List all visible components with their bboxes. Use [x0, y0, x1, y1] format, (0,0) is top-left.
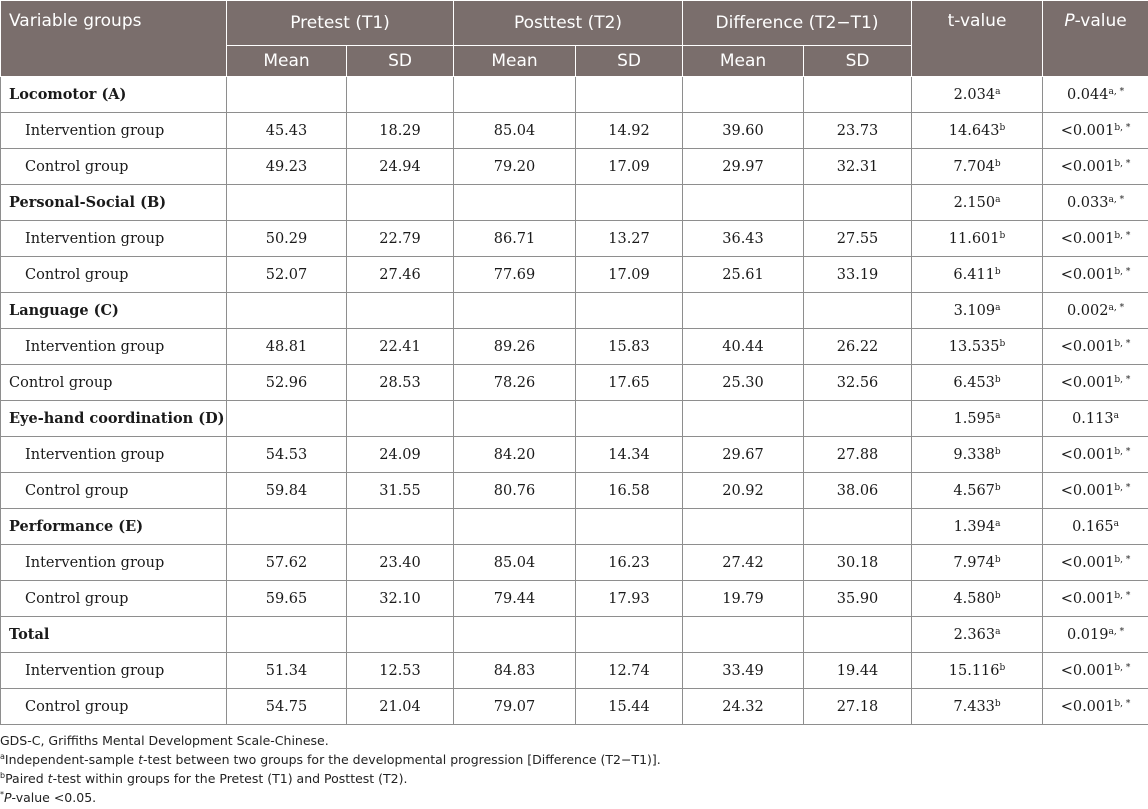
header-posttest: Posttest (T2) [454, 1, 683, 46]
cell-posttest-sd [576, 185, 683, 221]
cell-posttest-sd: 12.74 [576, 653, 683, 689]
p-value-superscript: b, * [1114, 554, 1131, 565]
row-label: Language (C) [1, 293, 227, 329]
p-value-superscript: a [1113, 410, 1119, 421]
cell-pretest-mean: 45.43 [227, 113, 347, 149]
cell-posttest-sd: 17.93 [576, 581, 683, 617]
cell-posttest-mean: 80.76 [454, 473, 576, 509]
p-value-text: <0.001 [1060, 698, 1115, 715]
cell-posttest-mean [454, 293, 576, 329]
row-label: Intervention group [1, 653, 227, 689]
table-group-row [1, 185, 1148, 221]
cell-p-value [1043, 509, 1148, 545]
p-value-superscript: b, * [1114, 374, 1131, 385]
cell-pretest-sd: 22.79 [347, 221, 454, 257]
t-value-text: 13.535 [948, 338, 1000, 355]
t-value-text: 7.974 [953, 554, 995, 571]
header-posttest-mean: Mean [454, 46, 576, 77]
p-value-superscript: b, * [1114, 122, 1131, 133]
p-value-superscript: b, * [1114, 698, 1131, 709]
cell-posttest-sd: 17.09 [576, 257, 683, 293]
cell-p-value [1043, 473, 1148, 509]
cell-posttest-mean [454, 617, 576, 653]
table-row [1, 437, 1148, 473]
cell-t-value [912, 257, 1043, 293]
p-value-superscript: b, * [1114, 662, 1131, 673]
t-value-superscript: b [994, 266, 1001, 277]
cell-difference-sd: 32.31 [804, 149, 912, 185]
cell-posttest-mean [454, 77, 576, 113]
cell-posttest-sd: 17.09 [576, 149, 683, 185]
cell-pretest-mean [227, 77, 347, 113]
cell-pretest-sd [347, 293, 454, 329]
cell-p-value [1043, 545, 1148, 581]
cell-pretest-mean: 59.65 [227, 581, 347, 617]
t-value-text: 6.453 [953, 374, 995, 391]
cell-t-value [912, 437, 1043, 473]
cell-t-value [912, 329, 1043, 365]
table-group-row [1, 77, 1148, 113]
p-value-text: <0.001 [1060, 158, 1115, 175]
row-label: Control group [1, 473, 227, 509]
t-value-text: 15.116 [948, 662, 1000, 679]
t-value-text: 2.034 [953, 86, 996, 103]
cell-difference-sd: 23.73 [804, 113, 912, 149]
table-row [1, 473, 1148, 509]
t-value-text: 3.109 [953, 302, 996, 319]
row-label: Control group [1, 257, 227, 293]
cell-t-value [912, 401, 1043, 437]
cell-posttest-mean: 78.26 [454, 365, 576, 401]
cell-difference-mean: 40.44 [683, 329, 804, 365]
p-value-text: <0.001 [1060, 662, 1115, 679]
footnote-abbreviation: GDS-C, Griffiths Mental Development Scale-Chinese. [0, 733, 329, 748]
cell-difference-sd: 30.18 [804, 545, 912, 581]
cell-posttest-mean: 79.44 [454, 581, 576, 617]
cell-pretest-mean: 59.84 [227, 473, 347, 509]
cell-difference-sd: 38.06 [804, 473, 912, 509]
cell-t-value [912, 689, 1043, 725]
cell-t-value [912, 545, 1043, 581]
t-value-superscript: b [999, 662, 1006, 673]
header-pretest-mean: Mean [227, 46, 347, 77]
row-label: Intervention group [1, 113, 227, 149]
cell-posttest-mean [454, 185, 576, 221]
cell-difference-mean [683, 77, 804, 113]
cell-pretest-sd [347, 401, 454, 437]
cell-difference-mean [683, 401, 804, 437]
cell-posttest-mean: 89.26 [454, 329, 576, 365]
t-value-superscript: a [995, 518, 1001, 529]
cell-pretest-mean: 51.34 [227, 653, 347, 689]
cell-difference-mean: 20.92 [683, 473, 804, 509]
p-value-text: <0.001 [1060, 590, 1115, 607]
t-value-superscript: a [995, 410, 1001, 421]
cell-t-value [912, 581, 1043, 617]
cell-p-value [1043, 185, 1148, 221]
p-value-superscript: b, * [1114, 446, 1131, 457]
footnote-b: $^b$Paired t-test within groups for the Pretest (T1) and Posttest (T2). [0, 771, 408, 786]
cell-pretest-sd: 24.94 [347, 149, 454, 185]
cell-t-value [912, 617, 1043, 653]
cell-difference-sd: 33.19 [804, 257, 912, 293]
cell-p-value [1043, 113, 1148, 149]
cell-pretest-mean: 50.29 [227, 221, 347, 257]
t-value-text: 6.411 [953, 266, 995, 283]
t-value-text: 7.704 [953, 158, 995, 175]
cell-p-value [1043, 401, 1148, 437]
cell-pretest-sd: 12.53 [347, 653, 454, 689]
cell-difference-mean [683, 617, 804, 653]
table-row [1, 257, 1148, 293]
table-row [1, 545, 1148, 581]
p-value-text: <0.001 [1060, 338, 1115, 355]
t-value-superscript: b [994, 590, 1001, 601]
cell-difference-sd: 19.44 [804, 653, 912, 689]
header-difference-mean: Mean [683, 46, 804, 77]
table-row [1, 113, 1148, 149]
cell-posttest-mean: 79.07 [454, 689, 576, 725]
table-row [1, 329, 1148, 365]
cell-difference-sd [804, 293, 912, 329]
cell-pretest-sd: 28.53 [347, 365, 454, 401]
cell-posttest-sd [576, 401, 683, 437]
cell-pretest-mean [227, 401, 347, 437]
cell-posttest-sd: 13.27 [576, 221, 683, 257]
table-group-row [1, 401, 1148, 437]
cell-pretest-sd: 31.55 [347, 473, 454, 509]
table-group-row [1, 617, 1148, 653]
cell-posttest-mean: 85.04 [454, 545, 576, 581]
cell-difference-sd: 27.55 [804, 221, 912, 257]
cell-pretest-mean: 52.96 [227, 365, 347, 401]
cell-difference-sd [804, 401, 912, 437]
cell-posttest-mean: 79.20 [454, 149, 576, 185]
cell-posttest-sd: 17.65 [576, 365, 683, 401]
cell-pretest-mean: 52.07 [227, 257, 347, 293]
row-label: Intervention group [1, 545, 227, 581]
cell-difference-mean: 25.61 [683, 257, 804, 293]
cell-difference-sd [804, 77, 912, 113]
row-label: Total [1, 617, 227, 653]
p-value-superscript: b, * [1114, 482, 1131, 493]
p-value-text: <0.001 [1060, 554, 1115, 571]
p-value-text: 0.113 [1072, 410, 1114, 427]
p-value-text: <0.001 [1060, 230, 1115, 247]
cell-difference-sd: 26.22 [804, 329, 912, 365]
row-label: Control group [1, 149, 227, 185]
cell-pretest-sd: 18.29 [347, 113, 454, 149]
cell-posttest-sd: 14.92 [576, 113, 683, 149]
cell-pretest-mean: 54.75 [227, 689, 347, 725]
cell-difference-sd [804, 617, 912, 653]
t-value-text: 9.338 [953, 446, 995, 463]
cell-posttest-sd [576, 509, 683, 545]
p-value-text: <0.001 [1060, 374, 1115, 391]
t-value-superscript: b [999, 122, 1006, 133]
cell-pretest-sd: 23.40 [347, 545, 454, 581]
header-difference: Difference (T2−T1) [683, 1, 912, 46]
t-value-text: 4.580 [953, 590, 995, 607]
p-value-superscript: b, * [1114, 158, 1131, 169]
header-pretest-sd: SD [347, 46, 454, 77]
cell-difference-sd: 35.90 [804, 581, 912, 617]
row-label: Control group [1, 581, 227, 617]
cell-difference-mean: 36.43 [683, 221, 804, 257]
cell-t-value [912, 113, 1043, 149]
cell-t-value [912, 293, 1043, 329]
header-p-value: P-value [1043, 1, 1148, 77]
cell-posttest-sd: 16.23 [576, 545, 683, 581]
cell-pretest-sd [347, 185, 454, 221]
row-label: Control group [1, 365, 227, 401]
t-value-superscript: b [994, 158, 1001, 169]
cell-posttest-sd: 14.34 [576, 437, 683, 473]
t-value-superscript: a [995, 626, 1001, 637]
cell-pretest-mean [227, 293, 347, 329]
cell-p-value [1043, 149, 1148, 185]
cell-posttest-sd [576, 617, 683, 653]
cell-pretest-mean: 48.81 [227, 329, 347, 365]
t-value-superscript: a [995, 86, 1001, 97]
p-value-text: 0.002 [1066, 302, 1109, 319]
p-value-text: <0.001 [1060, 122, 1115, 139]
cell-pretest-mean [227, 509, 347, 545]
cell-posttest-mean: 85.04 [454, 113, 576, 149]
cell-pretest-mean: 49.23 [227, 149, 347, 185]
cell-posttest-sd: 15.83 [576, 329, 683, 365]
cell-pretest-sd: 21.04 [347, 689, 454, 725]
table-row [1, 653, 1148, 689]
p-value-text: 0.044 [1066, 86, 1109, 103]
p-value-superscript: b, * [1114, 590, 1131, 601]
t-value-text: 14.643 [948, 122, 1000, 139]
t-value-superscript: b [994, 446, 1001, 457]
cell-p-value [1043, 293, 1148, 329]
cell-posttest-sd: 16.58 [576, 473, 683, 509]
cell-t-value [912, 185, 1043, 221]
t-value-text: 7.433 [953, 698, 995, 715]
cell-pretest-sd: 22.41 [347, 329, 454, 365]
cell-p-value [1043, 437, 1148, 473]
cell-pretest-sd: 24.09 [347, 437, 454, 473]
cell-posttest-mean [454, 401, 576, 437]
header-difference-sd: SD [804, 46, 912, 77]
cell-pretest-sd [347, 77, 454, 113]
p-value-superscript: b, * [1114, 338, 1131, 349]
cell-p-value [1043, 581, 1148, 617]
cell-pretest-sd: 27.46 [347, 257, 454, 293]
p-value-text: <0.001 [1060, 446, 1115, 463]
table-row [1, 689, 1148, 725]
cell-pretest-sd [347, 509, 454, 545]
cell-difference-mean: 19.79 [683, 581, 804, 617]
cell-posttest-sd: 15.44 [576, 689, 683, 725]
t-value-superscript: a [995, 302, 1001, 313]
table-row [1, 365, 1148, 401]
t-value-superscript: b [999, 230, 1006, 241]
cell-t-value [912, 473, 1043, 509]
cell-difference-mean: 27.42 [683, 545, 804, 581]
p-value-text: <0.001 [1060, 482, 1115, 499]
p-value-superscript: a [1113, 518, 1119, 529]
t-value-text: 2.150 [953, 194, 996, 211]
p-value-superscript: a, * [1108, 302, 1125, 313]
cell-difference-mean: 29.97 [683, 149, 804, 185]
cell-t-value [912, 221, 1043, 257]
table-row [1, 581, 1148, 617]
cell-p-value [1043, 329, 1148, 365]
header-posttest-sd: SD [576, 46, 683, 77]
cell-pretest-mean [227, 185, 347, 221]
p-value-superscript: b, * [1114, 230, 1131, 241]
cell-pretest-sd: 32.10 [347, 581, 454, 617]
cell-difference-sd [804, 185, 912, 221]
cell-t-value [912, 509, 1043, 545]
row-label: Locomotor (A) [1, 77, 227, 113]
p-value-superscript: a, * [1108, 194, 1125, 205]
footnote-a: $^a$Independent-sample t-test between two groups for the developmental progression [Difference (T2−T1)]. [0, 752, 661, 767]
p-value-text: <0.001 [1060, 266, 1115, 283]
cell-posttest-mean: 86.71 [454, 221, 576, 257]
cell-pretest-mean: 57.62 [227, 545, 347, 581]
t-value-text: 1.595 [953, 410, 996, 427]
cell-p-value [1043, 365, 1148, 401]
row-label: Performance (E) [1, 509, 227, 545]
t-value-superscript: b [994, 698, 1001, 709]
row-label: Eye-hand coordination (D) [1, 401, 227, 437]
cell-pretest-mean: 54.53 [227, 437, 347, 473]
cell-p-value [1043, 689, 1148, 725]
t-value-text: 1.394 [953, 518, 996, 535]
t-value-superscript: b [999, 338, 1006, 349]
cell-difference-mean: 39.60 [683, 113, 804, 149]
row-label: Intervention group [1, 437, 227, 473]
cell-difference-mean [683, 293, 804, 329]
cell-difference-sd: 27.18 [804, 689, 912, 725]
cell-difference-mean: 24.32 [683, 689, 804, 725]
table-body [1, 77, 1148, 725]
cell-difference-sd [804, 509, 912, 545]
t-value-superscript: b [994, 374, 1001, 385]
cell-difference-mean: 29.67 [683, 437, 804, 473]
cell-p-value [1043, 653, 1148, 689]
cell-pretest-mean [227, 617, 347, 653]
cell-difference-mean: 33.49 [683, 653, 804, 689]
cell-t-value [912, 365, 1043, 401]
t-value-text: 4.567 [953, 482, 995, 499]
cell-posttest-mean: 84.20 [454, 437, 576, 473]
cell-p-value [1043, 221, 1148, 257]
cell-difference-mean [683, 185, 804, 221]
cell-difference-sd: 32.56 [804, 365, 912, 401]
cell-posttest-sd [576, 293, 683, 329]
row-label: Control group [1, 689, 227, 725]
cell-posttest-mean: 84.83 [454, 653, 576, 689]
t-value-superscript: b [994, 554, 1001, 565]
cell-p-value [1043, 617, 1148, 653]
cell-difference-mean [683, 509, 804, 545]
cell-posttest-sd [576, 77, 683, 113]
cell-t-value [912, 149, 1043, 185]
header-variable-groups: Variable groups [1, 1, 227, 77]
cell-t-value [912, 77, 1043, 113]
table-group-row [1, 509, 1148, 545]
p-value-text: 0.033 [1066, 194, 1109, 211]
cell-difference-sd: 27.88 [804, 437, 912, 473]
table-group-row [1, 293, 1148, 329]
cell-p-value [1043, 77, 1148, 113]
p-value-superscript: a, * [1108, 86, 1125, 97]
p-value-text: 0.165 [1072, 518, 1114, 535]
header-t-value: t-value [912, 1, 1043, 77]
t-value-text: 11.601 [948, 230, 1000, 247]
row-label: Personal-Social (B) [1, 185, 227, 221]
cell-posttest-mean [454, 509, 576, 545]
p-value-superscript: a, * [1108, 626, 1125, 637]
cell-pretest-sd [347, 617, 454, 653]
table-row [1, 221, 1148, 257]
footnote-significance: *P-value <0.05. [0, 790, 97, 805]
t-value-superscript: b [994, 482, 1001, 493]
cell-p-value [1043, 257, 1148, 293]
t-value-text: 2.363 [953, 626, 996, 643]
footnotes [0, 731, 661, 807]
header-pretest: Pretest (T1) [227, 1, 454, 46]
row-label: Intervention group [1, 221, 227, 257]
p-value-superscript: b, * [1114, 266, 1131, 277]
cell-t-value [912, 653, 1043, 689]
t-value-superscript: a [995, 194, 1001, 205]
row-label: Intervention group [1, 329, 227, 365]
cell-posttest-mean: 77.69 [454, 257, 576, 293]
table-row [1, 149, 1148, 185]
p-value-text: 0.019 [1066, 626, 1109, 643]
cell-difference-mean: 25.30 [683, 365, 804, 401]
